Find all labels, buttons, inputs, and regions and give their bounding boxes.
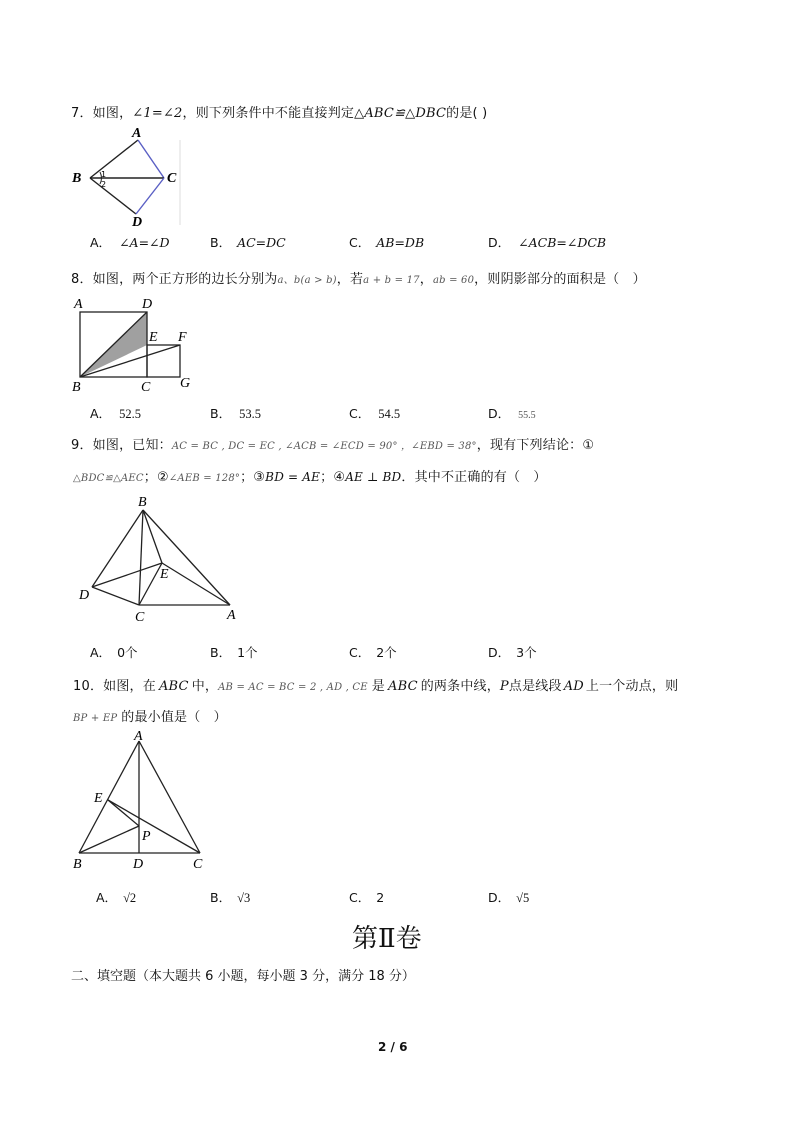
fig10-label-D: D xyxy=(133,857,144,872)
q7-option-c[interactable] xyxy=(349,233,424,251)
option-text: ∠A=∠D xyxy=(119,235,170,250)
stem-text: 点是线段 xyxy=(508,679,562,694)
fig10-label-P: P xyxy=(142,829,151,844)
stem-text: ．其中不正确的有（ ） xyxy=(401,470,547,485)
fig9-label-B: B xyxy=(138,495,147,510)
stem-text: 的是( ) xyxy=(446,106,488,121)
fig10-label-A: A xyxy=(134,729,143,744)
question-number: 9 xyxy=(71,438,80,453)
option-text: AC=DC xyxy=(237,235,286,250)
stem-text: ；③ xyxy=(240,470,266,485)
option-text: 1个 xyxy=(237,645,258,660)
option-letter: B． xyxy=(210,406,232,421)
option-letter: D． xyxy=(488,235,511,250)
fig7-angle-2: 2 xyxy=(101,180,107,189)
stem-text: ；④ xyxy=(320,470,346,485)
option-letter: C． xyxy=(349,235,371,250)
q7-option-d[interactable] xyxy=(488,233,606,251)
fig7-label-D: D xyxy=(132,215,143,230)
stem-math: ∠AEB = 128° xyxy=(168,473,241,484)
option-letter: B． xyxy=(210,645,232,660)
option-letter: A． xyxy=(90,235,112,250)
fig10-label-E: E xyxy=(94,791,103,806)
option-letter: A． xyxy=(90,645,112,660)
stem-text: 的最小值是（ ） xyxy=(121,710,227,725)
question-10-figure xyxy=(70,728,220,878)
fig8-label-F: F xyxy=(178,330,187,345)
stem-text: ；② xyxy=(143,470,169,485)
stem-math: ∠1=∠2 xyxy=(132,106,183,121)
option-letter: C． xyxy=(349,645,371,660)
page-number: 2 / 6 xyxy=(378,1040,408,1054)
option-letter: C． xyxy=(349,406,371,421)
option-letter: D． xyxy=(488,406,511,421)
q8-option-d[interactable] xyxy=(488,404,536,422)
option-text: 2 xyxy=(376,890,385,905)
stem-math: △ABC≌△DBC xyxy=(354,106,447,121)
stem-text: ，若 xyxy=(336,272,364,287)
stem-math: △BDC≌△AEC xyxy=(73,473,144,484)
fig8-label-G: G xyxy=(180,376,191,391)
option-letter: B． xyxy=(210,890,232,905)
fig10-label-B: B xyxy=(73,857,82,872)
fig8-label-E: E xyxy=(149,330,158,345)
fig9-label-D: D xyxy=(79,588,90,603)
fig10-label-C: C xyxy=(193,857,203,872)
question-7-figure xyxy=(70,125,200,230)
q8-option-b[interactable] xyxy=(210,404,261,422)
q7-option-b[interactable] xyxy=(210,233,286,251)
q10-option-b[interactable] xyxy=(210,888,250,906)
fill-in-heading: 二、填空题（本大题共 6 小题，每小题 3 分，满分 18 分） xyxy=(71,969,415,984)
q10-option-c[interactable] xyxy=(349,888,384,906)
option-text: 53.5 xyxy=(239,407,261,421)
fig7-label-C: C xyxy=(167,171,177,186)
stem-text: ， xyxy=(419,272,433,287)
q9-option-c[interactable] xyxy=(349,643,397,661)
question-10-stem-line1 xyxy=(73,675,678,694)
option-letter: A． xyxy=(90,406,112,421)
fig8-label-D: D xyxy=(142,297,153,312)
question-9-figure xyxy=(75,495,245,630)
q10-option-a[interactable] xyxy=(96,888,136,906)
question-9-stem-line2 xyxy=(73,466,547,485)
stem-math: ABC xyxy=(158,679,189,694)
stem-text: ．如图， xyxy=(79,106,133,121)
option-text: 3个 xyxy=(516,645,537,660)
fig8-label-A: A xyxy=(74,297,83,312)
option-text: √5 xyxy=(516,891,530,905)
option-text: 52.5 xyxy=(119,407,141,421)
stem-math: ABC xyxy=(387,679,418,694)
stem-math: BP + EP xyxy=(73,713,118,724)
question-number: 8 xyxy=(71,272,80,287)
option-letter: A． xyxy=(96,890,118,905)
option-letter: C． xyxy=(349,890,371,905)
option-letter: D． xyxy=(488,890,511,905)
stem-text: ，则阴影部分的面积是（ ） xyxy=(474,272,646,287)
stem-text: ．如图，已知： xyxy=(79,438,172,453)
fig8-label-B: B xyxy=(72,380,81,395)
question-number: 7 xyxy=(71,106,80,121)
fig9-label-E: E xyxy=(160,567,169,582)
question-8-figure xyxy=(70,295,205,395)
stem-text: 上一个动点，则 xyxy=(585,679,679,694)
q8-option-c[interactable] xyxy=(349,404,400,422)
question-7-stem xyxy=(71,102,487,121)
q10-option-d[interactable] xyxy=(488,888,529,906)
option-letter: D． xyxy=(488,645,511,660)
option-text: 55.5 xyxy=(518,410,536,421)
stem-math: P xyxy=(499,679,509,694)
stem-math: AC = BC , DC = EC , ∠ACB = ∠ECD = 90° ，∠EBD = 38° xyxy=(171,441,477,452)
option-text: ∠ACB=∠DCB xyxy=(518,235,607,250)
q9-option-d[interactable] xyxy=(488,643,537,661)
q7-option-a[interactable] xyxy=(90,233,170,251)
stem-text: 是 xyxy=(371,679,385,694)
option-text: 0个 xyxy=(117,645,138,660)
stem-math: AB = AC = BC = 2 , AD , CE xyxy=(218,682,368,693)
option-text: AB=DB xyxy=(376,235,425,250)
stem-math: a + b = 17 xyxy=(363,275,420,286)
stem-text: ，现有下列结论：① xyxy=(476,438,595,453)
question-number: 10 xyxy=(73,679,90,694)
option-text: 54.5 xyxy=(378,407,401,421)
fig7-label-A: A xyxy=(132,126,142,141)
q8-option-a[interactable] xyxy=(90,404,141,422)
stem-text: 的两条中线， xyxy=(420,679,500,694)
option-text: √3 xyxy=(237,891,251,905)
q9-option-b[interactable] xyxy=(210,643,258,661)
stem-text: ．如图，在 xyxy=(89,679,156,694)
option-text: 2个 xyxy=(376,645,397,660)
stem-math: a、b(a > b) xyxy=(277,275,337,286)
section-title: 第Ⅱ卷 xyxy=(352,924,422,954)
option-text: √2 xyxy=(123,891,137,905)
stem-text: ．如图，两个正方形的边长分别为 xyxy=(79,272,278,287)
question-10-stem-line2 xyxy=(73,706,227,725)
fig8-label-C: C xyxy=(141,380,151,395)
stem-math: ab = 60 xyxy=(432,275,475,286)
stem-math: AD xyxy=(563,679,584,694)
fig9-label-C: C xyxy=(135,610,145,625)
stem-math: AE ⊥ BD xyxy=(345,470,402,484)
fig7-angle-1: 1 xyxy=(101,170,107,179)
stem-math: BD = AE xyxy=(265,470,321,484)
q9-option-a[interactable] xyxy=(90,643,138,661)
stem-text: ，则下列条件中不能直接判定 xyxy=(182,106,355,121)
option-letter: B． xyxy=(210,235,232,250)
question-9-stem-line1 xyxy=(71,434,594,453)
fig9-label-A: A xyxy=(227,608,236,623)
stem-text: 中， xyxy=(191,679,219,694)
fig7-label-B: B xyxy=(72,171,82,186)
question-8-stem xyxy=(71,268,646,287)
